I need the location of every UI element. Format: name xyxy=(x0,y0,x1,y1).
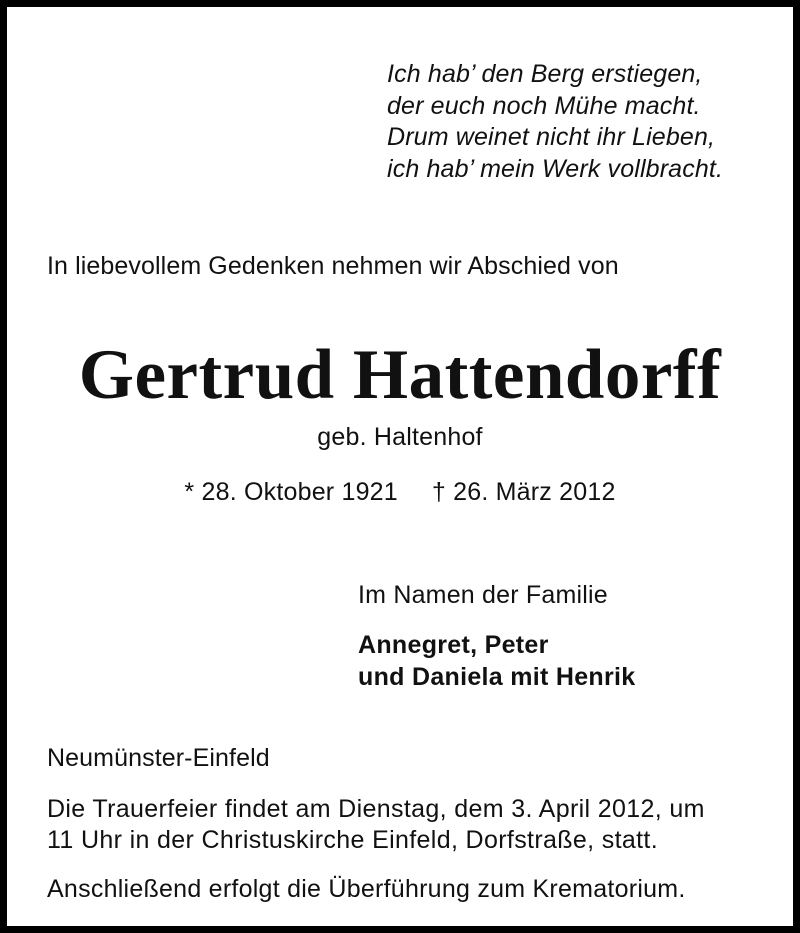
poem-line: ich hab’ mein Werk vollbracht. xyxy=(387,154,724,183)
memorial-poem xyxy=(387,59,723,185)
poem-line: der euch noch Mühe macht. xyxy=(387,91,701,120)
funeral-ceremony-info xyxy=(47,794,705,856)
family-names-line: und Daniela mit Henrik xyxy=(358,663,636,691)
maiden-name: geb. Haltenhof xyxy=(317,423,483,451)
ceremony-line: Die Trauerfeier findet am Dienstag, dem 3. April 2012, um xyxy=(47,795,705,823)
place-name: Neumünster-Einfeld xyxy=(47,744,270,772)
family-names-line: Annegret, Peter xyxy=(358,631,549,659)
death-date: † 26. März 2012 xyxy=(431,478,616,506)
transfer-info: Anschließend erfolgt die Überführung zum Krematorium. xyxy=(47,875,686,903)
life-dates xyxy=(7,477,793,507)
birth-date: * 28. Oktober 1921 xyxy=(184,478,398,506)
poem-line: Ich hab’ den Berg erstiegen, xyxy=(387,60,703,88)
deceased-name: Gertrud Hattendorff xyxy=(78,336,722,414)
ceremony-line: 11 Uhr in der Christuskirche Einfeld, Dorfstraße, statt. xyxy=(47,826,659,854)
farewell-intro: In liebevollem Gedenken nehmen wir Abschied von xyxy=(47,252,619,280)
family-names xyxy=(358,629,636,693)
family-intro: Im Namen der Familie xyxy=(358,581,608,609)
poem-line: Drum weinet nicht ihr Lieben, xyxy=(387,123,716,151)
